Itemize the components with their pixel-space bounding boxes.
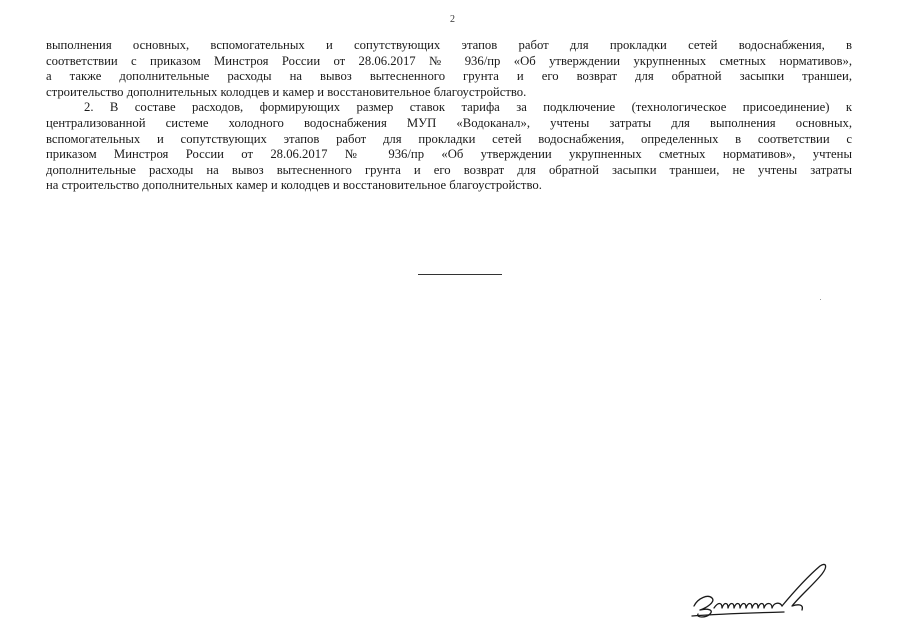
end-separator-line	[418, 274, 502, 275]
text-line: а также дополнительные расходы на вывоз вытесненного грунта и его возврат для обратной засыпки траншеи,	[46, 69, 852, 84]
paragraph-1	[46, 38, 852, 100]
paragraph-2	[46, 100, 852, 194]
text-line: централизованной системе холодного водоснабжения МУП «Водоканал», учтены затраты для выполнения основных,	[46, 115, 852, 130]
page-number: 2	[450, 14, 455, 25]
text-line: дополнительные расходы на вывоз вытесненного грунта и его возврат для обратной засыпки траншеи, не учтены затраты	[46, 162, 852, 177]
text-line: 2. В составе расходов, формирующих размер ставок тарифа за подключение (технологическое присоединение) к	[84, 100, 852, 115]
text-line: на строительство дополнительных камер и колодцев и восстановительное благоустройство.	[46, 178, 542, 193]
text-line: вспомогательных и сопутствующих этапов работ для прокладки сетей водоснабжения, определенных в соответствии с	[46, 131, 852, 146]
text-line: строительство дополнительных колодцев и камер и восстановительное благоустройство.	[46, 84, 527, 99]
text-line: приказом Минстроя России от 28.06.2017 № 936/пр «Об утверждении укрупненных сметных нормативов», учтены	[46, 147, 852, 162]
handwritten-signature	[688, 558, 836, 620]
text-line: выполнения основных, вспомогательных и сопутствующих этапов работ для прокладки сетей водоснабжения, в	[46, 38, 852, 52]
text-line: соответствии с приказом Минстроя России от 28.06.2017 № 936/пр «Об утверждении укрупненных сметных нормативов»,	[46, 53, 852, 68]
scan-speck	[820, 299, 821, 300]
document-body	[46, 38, 852, 194]
